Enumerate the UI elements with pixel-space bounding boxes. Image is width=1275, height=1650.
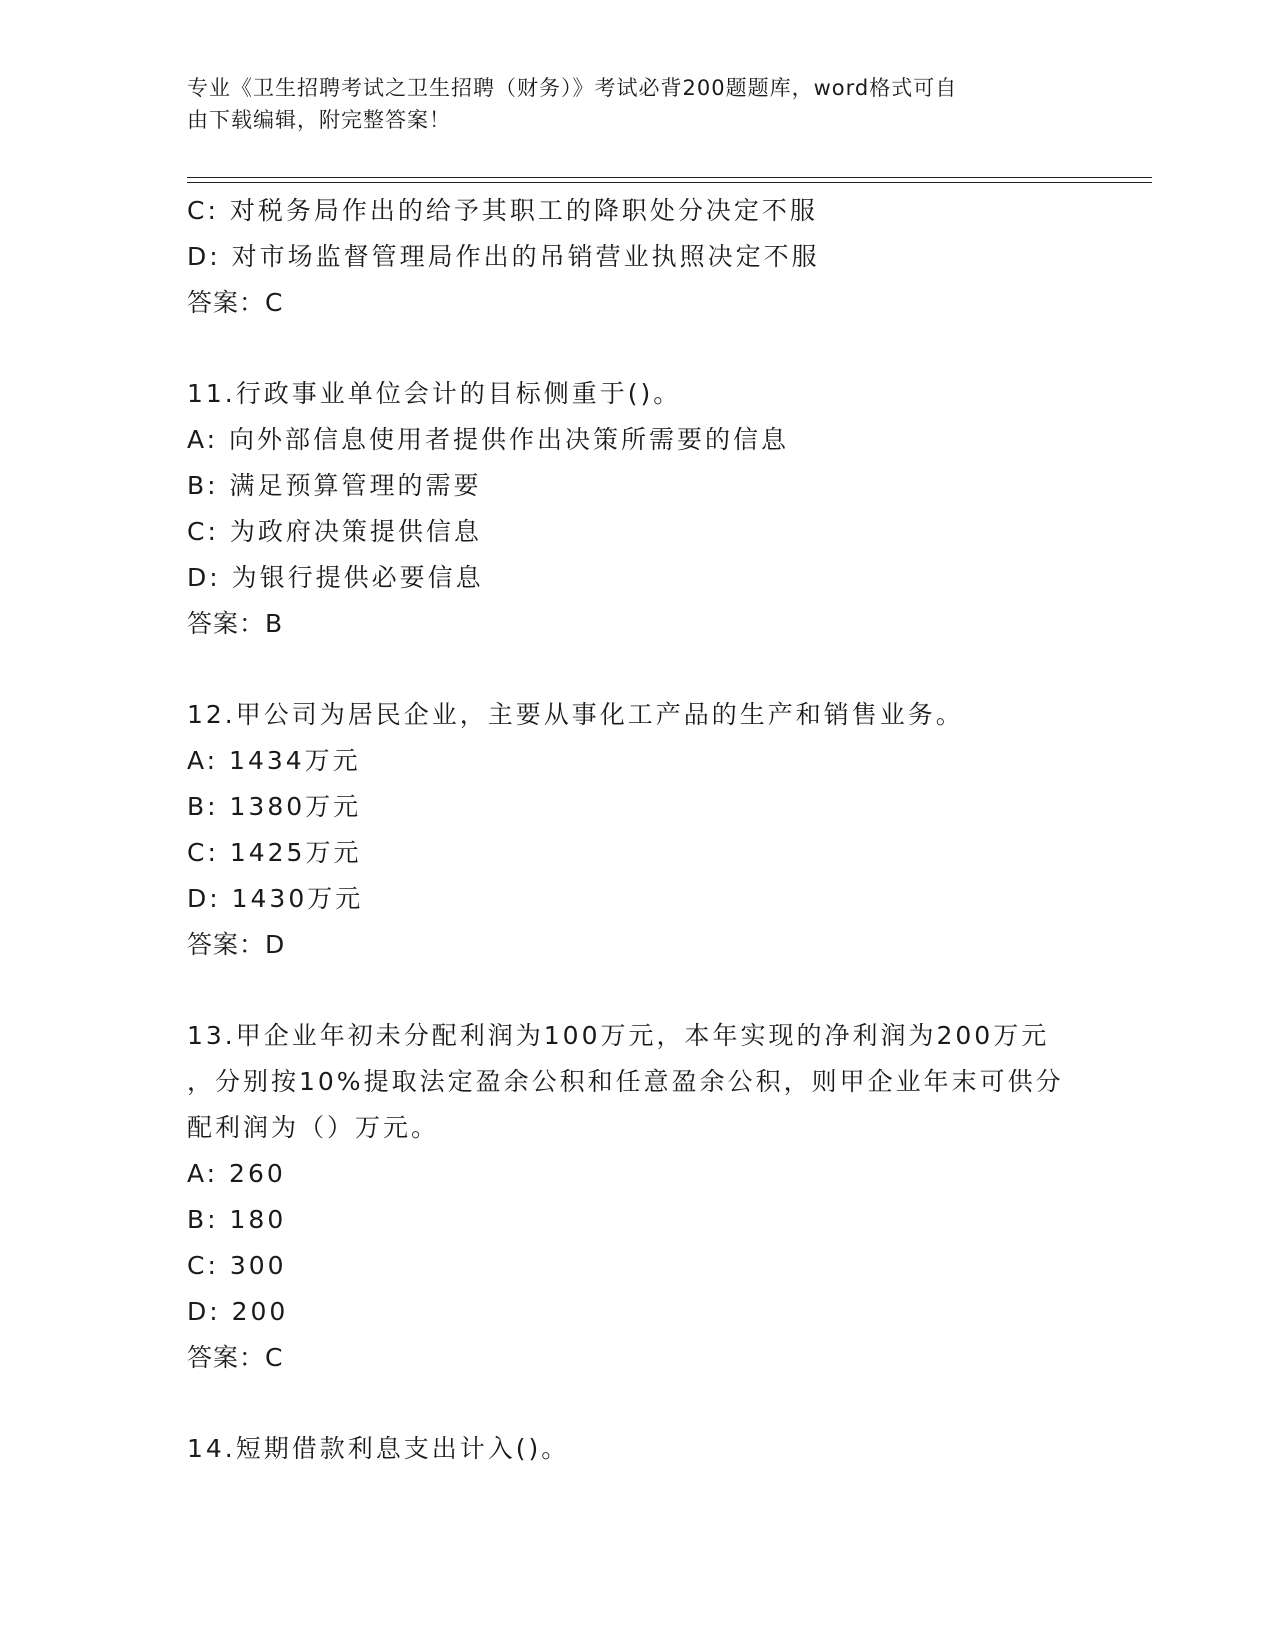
option-a: A: 1434万元 — [187, 746, 361, 775]
header-line-2: 由下载编辑，附完整答案！ — [187, 108, 451, 132]
question-stem: 11.行政事业单位会计的目标侧重于()。 — [187, 379, 682, 408]
answer-line: 答案：D — [187, 930, 286, 959]
question-stem-line-1: 13.甲企业年初未分配利润为100万元，本年实现的净利润为200万元 — [187, 1021, 1050, 1050]
option-d: D: 200 — [187, 1297, 289, 1326]
option-a: A: 260 — [187, 1159, 286, 1188]
question-stem-line-3: 配利润为（）万元。 — [187, 1113, 440, 1142]
question-stem: 14.短期借款利息支出计入()。 — [187, 1434, 570, 1463]
answer-line: 答案：C — [187, 1343, 284, 1372]
spacer — [187, 1381, 1087, 1426]
spacer — [187, 647, 1087, 692]
option-b: B: 满足预算管理的需要 — [187, 471, 482, 500]
question-10 — [187, 188, 1087, 326]
option-d: D: 为银行提供必要信息 — [187, 563, 484, 592]
question-11 — [187, 371, 1087, 647]
option-c: C: 300 — [187, 1251, 287, 1280]
question-list — [187, 188, 1087, 1472]
option-d: D: 对市场监督管理局作出的吊销营业执照决定不服 — [187, 242, 820, 271]
header-divider-top — [187, 177, 1152, 178]
question-stem-line-2: ，分别按10%提取法定盈余公积和任意盈余公积，则甲企业年末可供分 — [187, 1067, 1064, 1096]
option-c: C: 1425万元 — [187, 838, 362, 867]
answer-line: 答案：B — [187, 609, 284, 638]
document-header — [187, 72, 1067, 136]
question-13 — [187, 1013, 1087, 1381]
question-12 — [187, 692, 1087, 968]
question-stem: 12.甲公司为居民企业，主要从事化工产品的生产和销售业务。 — [187, 700, 964, 729]
option-c: C: 对税务局作出的给予其职工的降职处分决定不服 — [187, 196, 818, 225]
spacer — [187, 968, 1087, 1013]
option-d: D: 1430万元 — [187, 884, 364, 913]
header-divider-bottom — [187, 182, 1152, 183]
spacer — [187, 326, 1087, 371]
header-line-1: 专业《卫生招聘考试之卫生招聘（财务）》考试必背200题题库，word格式可自 — [187, 76, 958, 100]
question-14 — [187, 1426, 1087, 1472]
option-b: B: 1380万元 — [187, 792, 362, 821]
option-a: A: 向外部信息使用者提供作出决策所需要的信息 — [187, 425, 790, 454]
option-c: C: 为政府决策提供信息 — [187, 517, 482, 546]
answer-line: 答案：C — [187, 288, 284, 317]
option-b: B: 180 — [187, 1205, 287, 1234]
